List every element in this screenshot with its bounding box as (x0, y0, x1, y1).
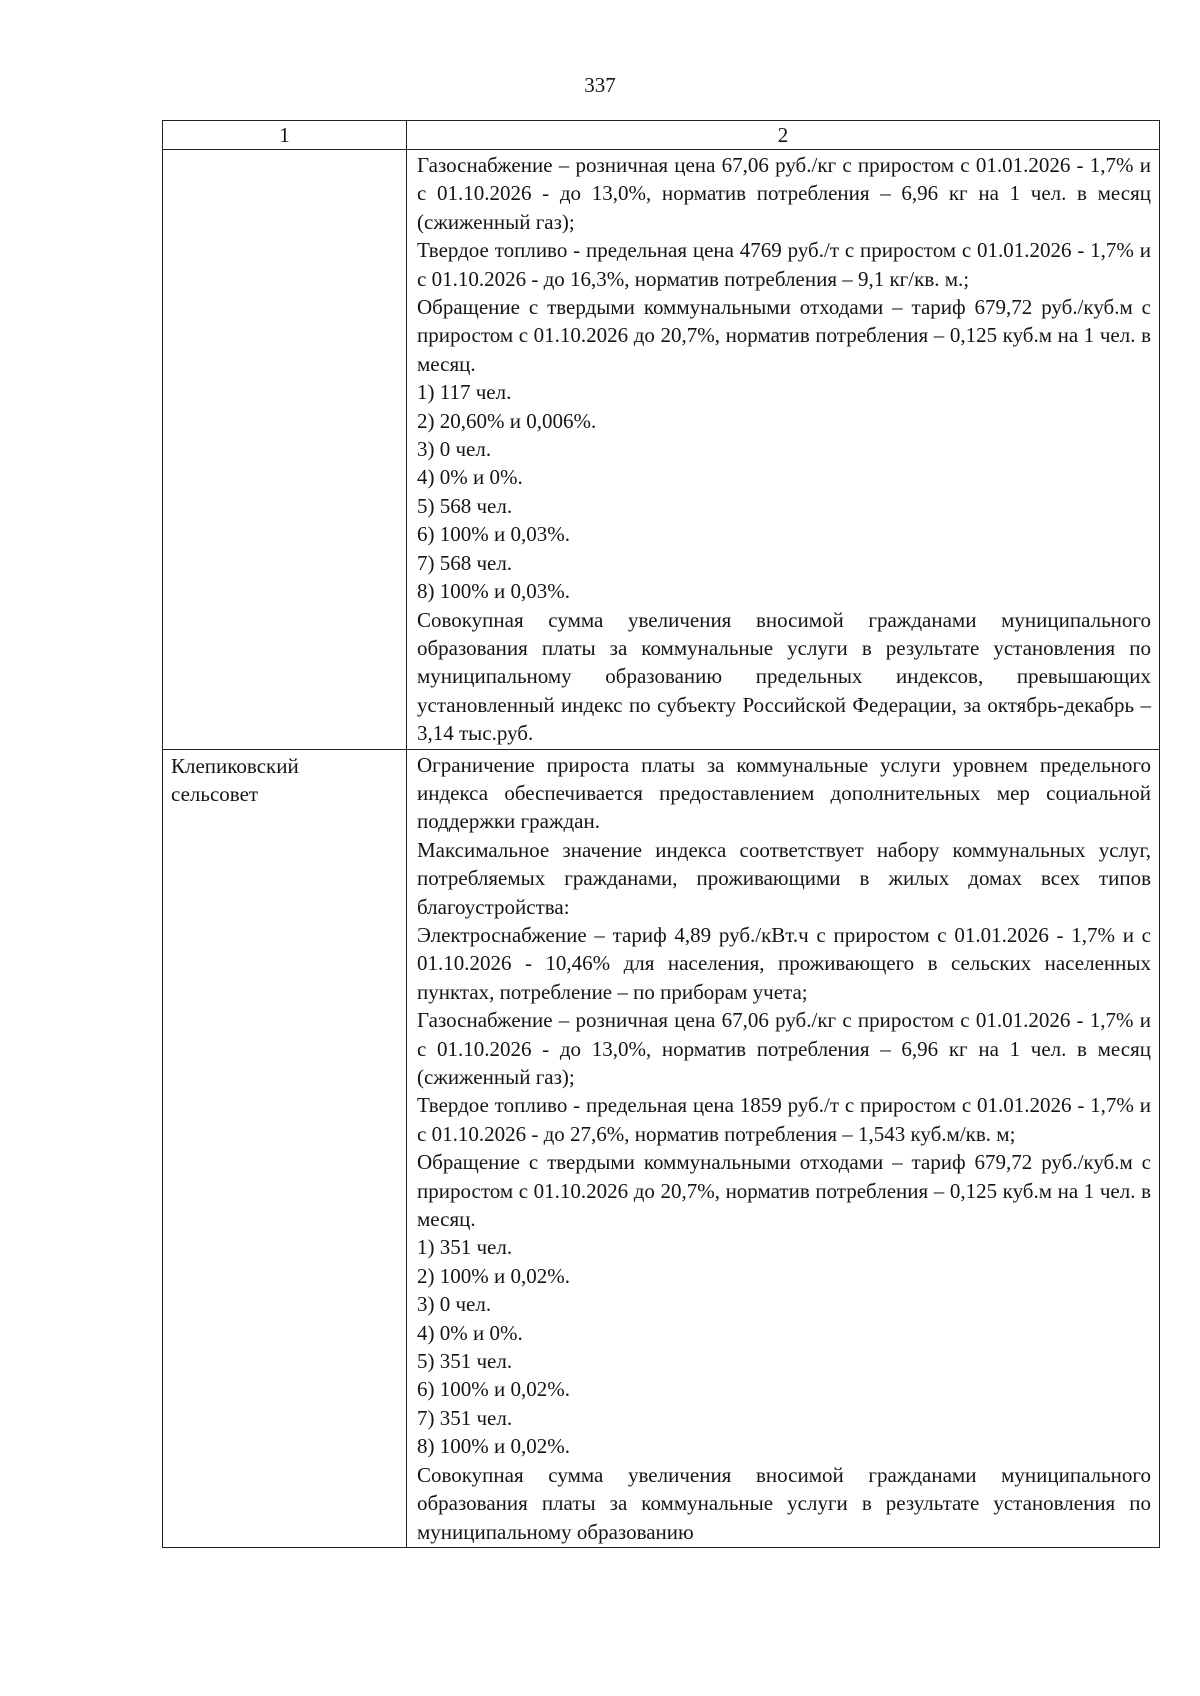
list-item: 3) 0 чел. (417, 1292, 492, 1317)
table-header-row (163, 121, 1160, 150)
paragraph-gas: Газоснабжение – розничная цена 67,06 руб./кг с приростом с 01.01.2026 - 1,7% и с 01.10.2026 - до 13,0%, норматив потребления – 6,96 кг на 1 чел. в месяц (сжиженный газ); (417, 1008, 1151, 1089)
paragraph-max-index: Максимальное значение индекса соответствует набору коммунальных услуг, потребляемых гражданами, проживающими в жилых домах всех типов благоустройства: (417, 837, 1151, 919)
list-item: 4) 0% и 0%. (417, 465, 523, 490)
document-table (162, 120, 1160, 1548)
paragraph-solid-fuel: Твердое топливо - предельная цена 1859 руб./т с приростом с 01.01.2026 - 1,7% и с 01.10.2026 - до 27,6%, норматив потребления – 1,543 куб.м/кв. м; (417, 1093, 1151, 1146)
table-row (163, 150, 1160, 750)
column-header-1: 1 (163, 121, 407, 150)
paragraph-waste: Обращение с твердыми коммунальными отходами – тариф 679,72 руб./куб.м с приростом с 01.10.2026 до 20,7%, норматив потребления – 0,125 куб.м на 1 чел. в месяц. (417, 295, 1151, 376)
list-item: 4) 0% и 0%. (417, 1320, 523, 1345)
list-item: 7) 351 чел. (417, 1405, 513, 1430)
paragraph-gas: Газоснабжение – розничная цена 67,06 руб./кг с приростом с 01.01.2026 - 1,7% и с 01.10.2026 - до 13,0%, норматив потребления – 6,96 кг на 1 чел. в месяц (сжиженный газ); (417, 153, 1151, 234)
description-cell (407, 749, 1160, 1547)
list-item: 2) 20,60% и 0,006%. (417, 408, 597, 433)
paragraph-total-sum: Совокупная сумма увеличения вносимой гражданами муниципального образования платы за коммунальные услуги в результате установления по муниципальному образованию (417, 1462, 1151, 1544)
page-number: 337 (584, 73, 616, 97)
paragraph-total-sum: Совокупная сумма увеличения вносимой гражданами муниципального образования платы за коммунальные услуги в результате установления по муниципальному образованию предельных индексов, превышающих установленный индекс по субъекту Российской Федерации, за октябрь-декабрь – 3,14 тыс.руб. (417, 607, 1151, 746)
municipality-name-line: Клепиковский (171, 753, 299, 778)
municipality-name-line: сельсовет (171, 781, 259, 806)
paragraph-waste: Обращение с твердыми коммунальными отходами – тариф 679,72 руб./куб.м с приростом с 01.10.2026 до 20,7%, норматив потребления – 0,125 куб.м на 1 чел. в месяц. (417, 1150, 1151, 1232)
paragraph-electricity: Электроснабжение – тариф 4,89 руб./кВт.ч с приростом с 01.01.2026 - 1,7% и с 01.10.2026 - 10,46% для населения, проживающего в сельских населенных пунктах, потребление – по приборам учета; (417, 922, 1151, 1004)
list-item: 1) 117 чел. (417, 380, 512, 405)
list-item: 8) 100% и 0,03%. (417, 579, 570, 604)
list-item: 6) 100% и 0,03%. (417, 522, 570, 547)
description-cell (407, 150, 1160, 750)
list-item: 1) 351 чел. (417, 1235, 513, 1260)
list-item: 3) 0 чел. (417, 437, 492, 462)
municipality-name-cell (163, 749, 407, 1547)
list-item: 5) 351 чел. (417, 1349, 513, 1374)
municipality-name-cell (163, 150, 407, 750)
paragraph-solid-fuel: Твердое топливо - предельная цена 4769 руб./т с приростом с 01.01.2026 - 1,7% и с 01.10.2026 - до 16,3%, норматив потребления – 9,1 кг/кв. м.; (417, 238, 1151, 291)
list-item: 6) 100% и 0,02%. (417, 1377, 570, 1402)
paragraph-limit: Ограничение прироста платы за коммунальные услуги уровнем предельного индекса обеспечивается предоставлением дополнительных мер социальной поддержки граждан. (417, 752, 1151, 834)
list-item: 8) 100% и 0,02%. (417, 1434, 570, 1459)
list-item: 7) 568 чел. (417, 550, 513, 575)
column-header-2: 2 (407, 121, 1160, 150)
table-row (163, 749, 1160, 1547)
list-item: 2) 100% и 0,02%. (417, 1263, 570, 1288)
list-item: 5) 568 чел. (417, 493, 513, 518)
